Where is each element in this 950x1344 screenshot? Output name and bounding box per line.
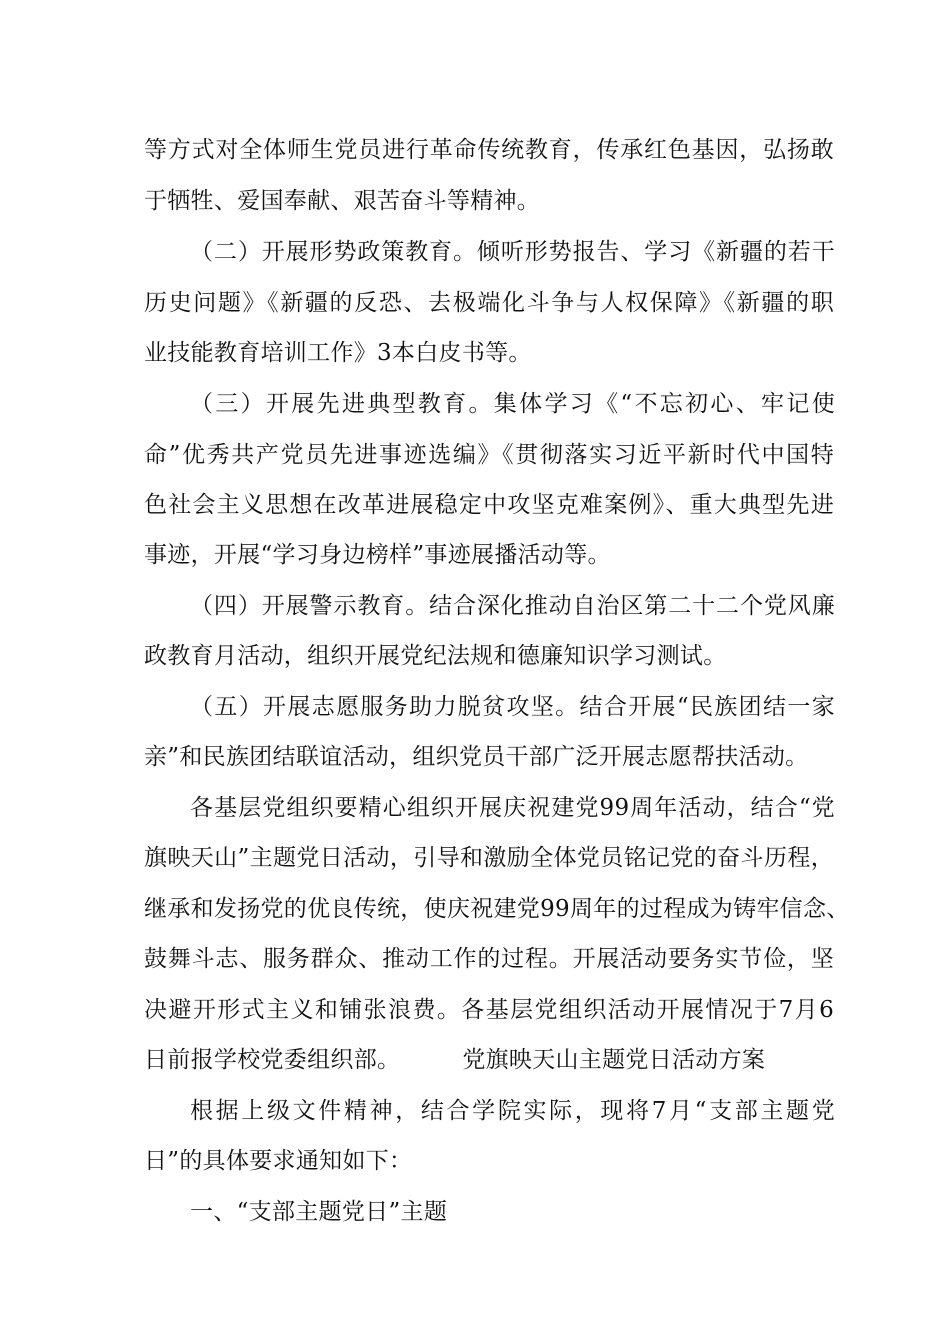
text-line: 旗映天山”主题党日活动，引导和激励全体党员铭记党的奋斗历程，: [144, 845, 834, 871]
text-span: 日前报学校党委组织部。: [144, 1047, 401, 1073]
text-line: （二）开展形势政策教育。倾听形势报告、学习《新疆的若干: [190, 239, 835, 265]
text-line: （四）开展警示教育。结合深化推动自治区第二十二个党风廉: [190, 593, 835, 619]
text-line: 事迹，开展“学习身边榜样”事迹展播活动等。: [144, 542, 611, 568]
text-line: 历史问题》《新疆的反恐、去极端化斗争与人权保障》《新疆的职: [144, 290, 834, 316]
text-line: 业技能教育培训工作》3本白皮书等。: [144, 340, 532, 366]
text-line: （五）开展志愿服务助力脱贫攻坚。结合开展“民族团结一家: [190, 694, 835, 720]
text-line: 日”的具体要求通知如下：: [144, 1148, 413, 1174]
text-line: 鼓舞斗志、服务群众、推动工作的过程。开展活动要务实节俭，坚: [144, 946, 834, 972]
text-line: 于牺牲、爱国奉献、艰苦奋斗等精神。: [144, 188, 541, 214]
section-heading: 一、“支部主题党日”主题: [190, 1199, 448, 1225]
text-line: 各基层党组织要精心组织开展庆祝建党99周年活动，结合“党: [190, 795, 835, 821]
text-line: 等方式对全体师生党员进行革命传统教育，传承红色基因，弘扬敢: [144, 137, 834, 163]
text-line: [144, 1040, 834, 1080]
inline-heading: 党旗映天山主题党日活动方案: [462, 1047, 766, 1073]
text-line: 政教育月活动，组织开展党纪法规和德廉知识学习测试。: [144, 643, 727, 669]
text-line: 色社会主义思想在改革进展稳定中攻坚克难案例》、重大典型先进: [144, 492, 834, 518]
text-line: 命”优秀共产党员先进事迹选编》《贯彻落实习近平新时代中国特: [144, 442, 834, 468]
text-line: 根据上级文件精神，结合学院实际，现将7月“支部主题党: [190, 1098, 835, 1124]
text-line: 继承和发扬党的优良传统，使庆祝建党99周年的过程成为铸牢信念、: [144, 896, 850, 922]
text-line: 决避开形式主义和铺张浪费。各基层党组织活动开展情况于7月6: [144, 997, 834, 1023]
text-line: 亲”和民族团结联谊活动，组织党员干部广泛开展志愿帮扶活动。: [144, 744, 809, 770]
text-line: （三）开展先进典型教育。集体学习《“不忘初心、牢记使: [190, 391, 835, 417]
